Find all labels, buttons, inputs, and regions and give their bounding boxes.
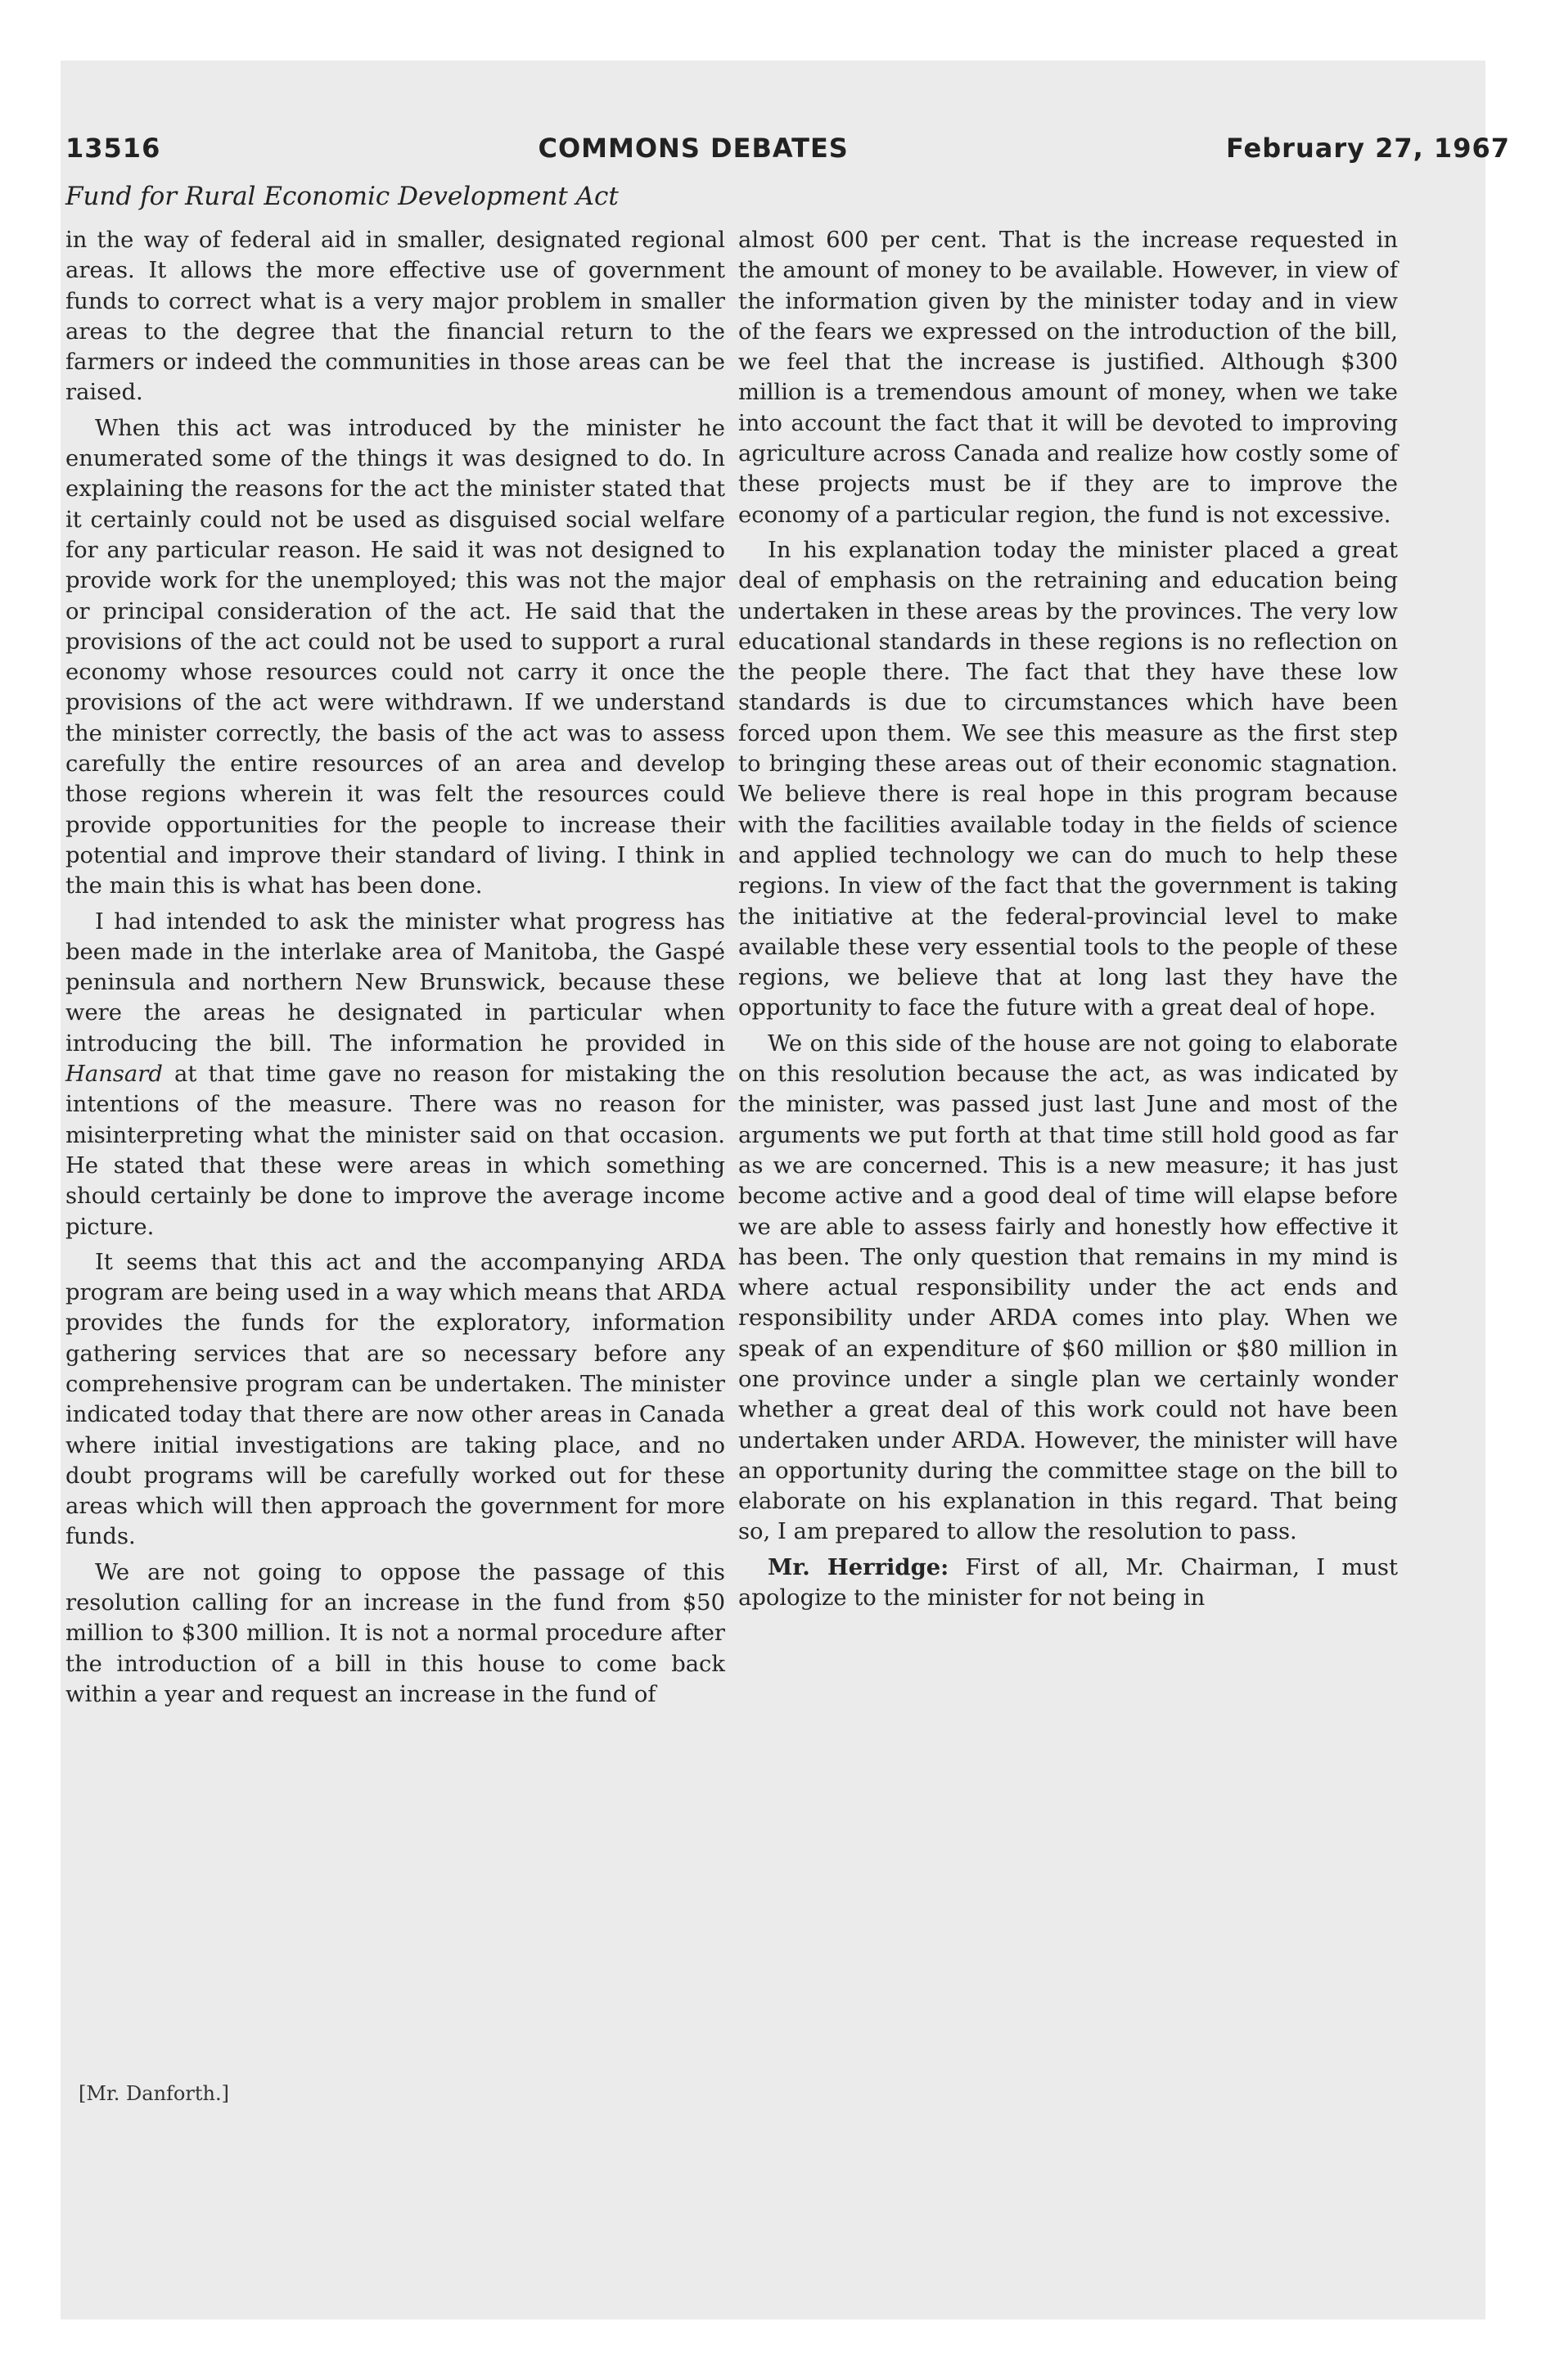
page-header <box>65 133 1510 178</box>
text-run: First of all, Mr. Chairman, I must apologize to the minister for not being in <box>738 1554 1398 1611</box>
paragraph <box>65 907 725 1242</box>
publication-title: COMMONS DEBATES <box>538 133 849 164</box>
paragraph: In his explanation today the minister placed a great deal of emphasis on the retraining and education being undertaken in these areas by the provinces. The very low educational standards in these regions is no reflection on the people there. The fact that they have these low standards is due to circumstances which have been forced upon them. We see this measure as the first step to bringing these areas out of their economic stagnation. We believe there is real hope in this program because with the facilities available today in the fields of science and applied technology we can do much to help these regions. In view of the fact that the government is taking the initiative at the federal-provincial level to make available these very essential tools to the people of these regions, we believe that at long last they have the opportunity to face the future with a great deal of hope. <box>738 537 1398 1021</box>
paragraph: We on this side of the house are not going to elaborate on this resolution because the act, as was indicated by the minister, was passed just last June and most of the arguments we put forth at that time still hold good as far as we are concerned. This is a new measure; it has just become active and a good deal of time will elapse before we are able to assess fairly and honestly how effective it has been. The only question that remains in my mind is where actual responsibility under the act ends and responsibility under ARDA comes into play. When we speak of an expenditure of $60 million or $80 million in one province under a single plan we certainly wonder whether a great deal of this work could not have been undertaken under ARDA. However, the minister will have an opportunity during the committee stage on the bill to elaborate on his explanation in this regard. That being so, I am prepared to allow the resolution to pass. <box>738 1030 1398 1545</box>
paragraph <box>738 1553 1398 1614</box>
paragraph: When this act was introduced by the minister he enumerated some of the things it was designed to do. In explaining the reasons for the act the minister stated that it certainly could not be used as disguised social welfare for any particular reason. He said it was not designed to provide work for the unemployed; this was not the major or principal consideration of the act. He said that the provisions of the act could not be used to support a rural economy whose resources could not carry it once the provisions of the act were withdrawn. If we understand the minister correctly, the basis of the act was to assess carefully the entire resources of an area and develop those regions wherein it was felt the resources could provide opportunities for the people to increase their potential and improve their standard of living. I think in the main this is what has been done. <box>65 415 725 899</box>
right-column <box>738 225 1398 1618</box>
speaker-attribution: [Mr. Danforth.] <box>79 2082 229 2105</box>
page-date: February 27, 1967 <box>1225 133 1510 164</box>
paragraph: It seems that this act and the accompanying ARDA program are being used in a way which means that ARDA provides the funds for the exploratory, information gathering services that are so necessary before any comprehensive program can be undertaken. The minister indicated today that there are now other areas in Canada where initial investigations are taking place, and no doubt programs will be carefully worked out for these areas which will then approach the government for more funds. <box>65 1249 725 1550</box>
speaker-name: Mr. Herridge: <box>768 1553 949 1580</box>
running-title: Fund for Rural Economic Development Act <box>65 182 619 211</box>
paragraph: We are not going to oppose the passage of this resolution calling for an increase in the fund from $50 million to $300 million. It is not a normal procedure after the introduction of a bill in this house to come back within a year and request an increase in the fund of <box>65 1559 725 1707</box>
italic-citation: Hansard <box>65 1062 163 1088</box>
paragraph: in the way of federal aid in smaller, designated regional areas. It allows the more effective use of government funds to correct what is a very major problem in smaller areas to the degree that the financial return to the farmers or indeed the communities in those areas can be raised. <box>65 228 725 406</box>
page-number: 13516 <box>65 133 161 164</box>
left-column <box>65 225 725 1715</box>
paragraph: almost 600 per cent. That is the increase requested in the amount of money to be available. However, in view of the information given by the minister today and in view of the fears we expressed on the introduction of the bill, we feel that the increase is justified. Although $300 million is a tremendous amount of money, when we take into account the fact that it will be devoted to improving agriculture across Canada and realize how costly some of these projects must be if they are to improve the economy of a particular region, the fund is not excessive. <box>738 228 1398 528</box>
text-run: at that time gave no reason for mistaking the intentions of the measure. There was no reason for misinterpreting what the minister said on that occasion. He stated that these were areas in which something should certainly be done to improve the average income picture. <box>65 1062 725 1240</box>
text-run: I had intended to ask the minister what progress has been made in the interlake area of Manitoba, the Gaspé peninsula and northern New Brunswick, because these were the areas he designated in particular when introducing the bill. The information he provided in <box>65 908 725 1057</box>
